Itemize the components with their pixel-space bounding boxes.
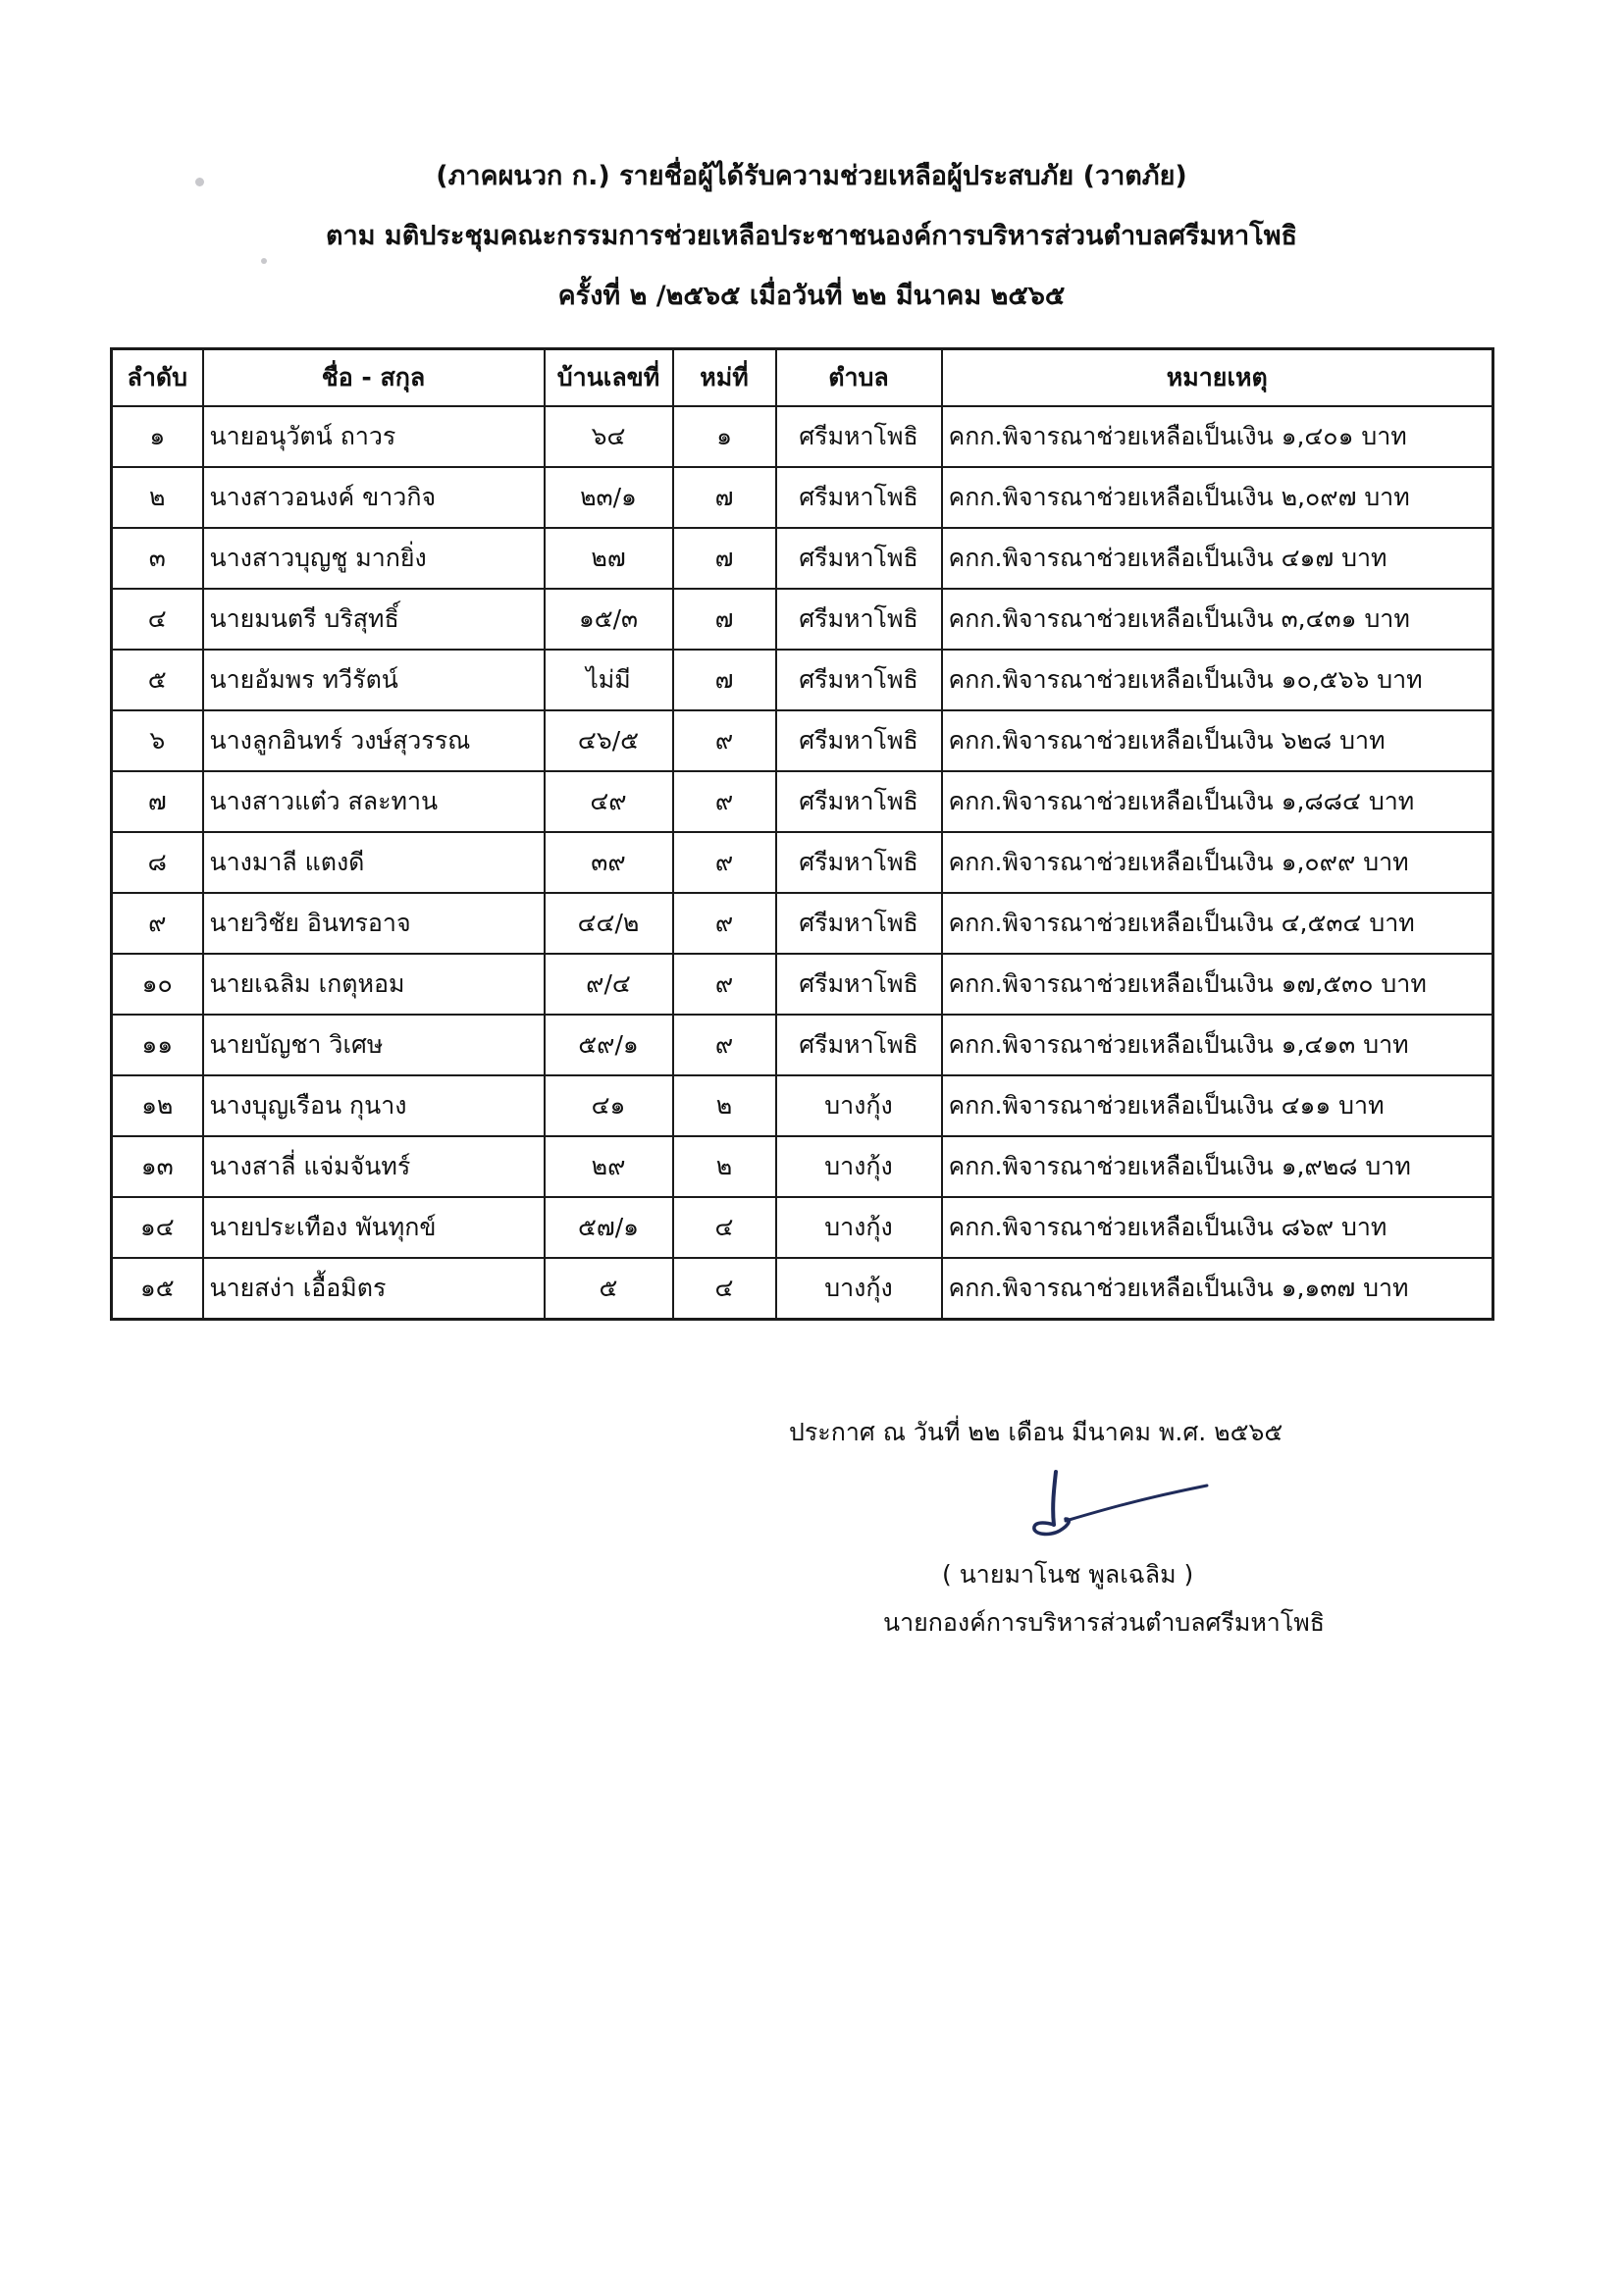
cell-name: นางลูกอินทร์ วงษ์สุวรรณ: [203, 710, 545, 771]
cell-remark: คกก.พิจารณาช่วยเหลือเป็นเงิน ๑,๔๐๑ บาท: [942, 406, 1493, 467]
table-row: [112, 1136, 1493, 1197]
cell-name: นายบัญชา วิเศษ: [203, 1015, 545, 1075]
cell-seq: ๓: [112, 528, 203, 589]
cell-seq: ๑๕: [112, 1258, 203, 1320]
cell-seq: ๙: [112, 893, 203, 954]
cell-house-number: ๔๑: [545, 1075, 673, 1136]
header-name: ชื่อ - สกุล: [203, 349, 545, 407]
cell-tambon: ศรีมหาโพธิ: [776, 589, 942, 650]
cell-remark: คกก.พิจารณาช่วยเหลือเป็นเงิน ๒,๐๙๗ บาท: [942, 467, 1493, 528]
cell-moo: ๒: [673, 1075, 776, 1136]
cell-remark: คกก.พิจารณาช่วยเหลือเป็นเงิน ๔๑๑ บาท: [942, 1075, 1493, 1136]
announcement-date: ประกาศ ณ วันที่ ๒๒ เดือน มีนาคม พ.ศ. ๒๕๖๕: [789, 1418, 1283, 1446]
cell-seq: ๑: [112, 406, 203, 467]
cell-tambon: ศรีมหาโพธิ: [776, 650, 942, 710]
signer-name: ( นายมาโนช พูลเฉลิม ): [942, 1560, 1194, 1589]
table-row: [112, 1075, 1493, 1136]
cell-house-number: ๕: [545, 1258, 673, 1320]
cell-remark: คกก.พิจารณาช่วยเหลือเป็นเงิน ๘๖๙ บาท: [942, 1197, 1493, 1258]
cell-remark: คกก.พิจารณาช่วยเหลือเป็นเงิน ๑๗,๕๓๐ บาท: [942, 954, 1493, 1015]
document-title: [0, 159, 1623, 339]
title-line-1: (ภาคผนวก ก.) รายชื่อผู้ได้รับความช่วยเหลือผู้ประสบภัย (วาตภัย): [436, 161, 1187, 191]
table-row: [112, 1197, 1493, 1258]
header-seq: ลำดับ: [112, 349, 203, 407]
cell-house-number: ๔๙: [545, 771, 673, 832]
cell-moo: ๒: [673, 1136, 776, 1197]
header-tambon: ตำบล: [776, 349, 942, 407]
cell-remark: คกก.พิจารณาช่วยเหลือเป็นเงิน ๑,๘๘๔ บาท: [942, 771, 1493, 832]
cell-moo: ๙: [673, 1015, 776, 1075]
cell-moo: ๑: [673, 406, 776, 467]
cell-tambon: บางกุ้ง: [776, 1258, 942, 1320]
header-house-number: บ้านเลขที่: [545, 349, 673, 407]
cell-moo: ๙: [673, 954, 776, 1015]
table-row: [112, 771, 1493, 832]
cell-house-number: ๙/๔: [545, 954, 673, 1015]
cell-tambon: ศรีมหาโพธิ: [776, 893, 942, 954]
cell-seq: ๗: [112, 771, 203, 832]
table-body: [112, 406, 1493, 1320]
cell-moo: ๙: [673, 832, 776, 893]
header-moo: หม่ที่: [673, 349, 776, 407]
cell-house-number: ไม่มี: [545, 650, 673, 710]
cell-tambon: บางกุ้ง: [776, 1075, 942, 1136]
cell-moo: ๙: [673, 893, 776, 954]
cell-tambon: ศรีมหาโพธิ: [776, 1015, 942, 1075]
cell-name: นางสาลี่ แจ่มจันทร์: [203, 1136, 545, 1197]
cell-seq: ๒: [112, 467, 203, 528]
cell-house-number: ๒๙: [545, 1136, 673, 1197]
table-row: [112, 589, 1493, 650]
cell-name: นายประเทือง พันทุกข์: [203, 1197, 545, 1258]
cell-remark: คกก.พิจารณาช่วยเหลือเป็นเงิน ๑,๑๓๗ บาท: [942, 1258, 1493, 1320]
cell-seq: ๕: [112, 650, 203, 710]
recipients-table: [110, 347, 1494, 1321]
table-row: [112, 528, 1493, 589]
cell-seq: ๔: [112, 589, 203, 650]
title-line-2: ตาม มติประชุมคณะกรรมการช่วยเหลือประชาชนองค์การบริหารส่วนตำบลศรีมหาโพธิ: [326, 221, 1297, 251]
cell-seq: ๑๔: [112, 1197, 203, 1258]
cell-house-number: ๒๗: [545, 528, 673, 589]
cell-house-number: ๕๗/๑: [545, 1197, 673, 1258]
cell-name: นางสาวอนงค์ ขาวกิจ: [203, 467, 545, 528]
signature-mark: [1021, 1462, 1217, 1540]
cell-tambon: ศรีมหาโพธิ: [776, 710, 942, 771]
cell-name: นางมาลี แตงดี: [203, 832, 545, 893]
table-row: [112, 893, 1493, 954]
cell-moo: ๗: [673, 528, 776, 589]
cell-seq: ๑๐: [112, 954, 203, 1015]
cell-remark: คกก.พิจารณาช่วยเหลือเป็นเงิน ๑,๐๙๙ บาท: [942, 832, 1493, 893]
table-row: [112, 832, 1493, 893]
cell-moo: ๗: [673, 467, 776, 528]
signer-position: นายกองค์การบริหารส่วนตำบลศรีมหาโพธิ: [883, 1608, 1326, 1637]
cell-tambon: ศรีมหาโพธิ: [776, 771, 942, 832]
cell-house-number: ๔๔/๒: [545, 893, 673, 954]
table-row: [112, 710, 1493, 771]
cell-remark: คกก.พิจารณาช่วยเหลือเป็นเงิน ๔๑๗ บาท: [942, 528, 1493, 589]
cell-seq: ๑๓: [112, 1136, 203, 1197]
table-row: [112, 1015, 1493, 1075]
cell-moo: ๔: [673, 1258, 776, 1320]
table-row: [112, 954, 1493, 1015]
cell-house-number: ๕๙/๑: [545, 1015, 673, 1075]
cell-tambon: ศรีมหาโพธิ: [776, 954, 942, 1015]
cell-name: นางบุญเรือน กุนาง: [203, 1075, 545, 1136]
cell-name: นายวิชัย อินทรอาจ: [203, 893, 545, 954]
cell-house-number: ๔๖/๕: [545, 710, 673, 771]
cell-moo: ๔: [673, 1197, 776, 1258]
cell-moo: ๙: [673, 771, 776, 832]
cell-name: นางสาวแต๋ว สละทาน: [203, 771, 545, 832]
cell-tambon: ศรีมหาโพธิ: [776, 467, 942, 528]
cell-remark: คกก.พิจารณาช่วยเหลือเป็นเงิน ๓,๔๓๑ บาท: [942, 589, 1493, 650]
cell-seq: ๘: [112, 832, 203, 893]
cell-tambon: ศรีมหาโพธิ: [776, 528, 942, 589]
table-row: [112, 650, 1493, 710]
cell-seq: ๑๒: [112, 1075, 203, 1136]
table-row: [112, 467, 1493, 528]
cell-name: นายอนุวัตน์ ถาวร: [203, 406, 545, 467]
cell-tambon: ศรีมหาโพธิ: [776, 832, 942, 893]
cell-remark: คกก.พิจารณาช่วยเหลือเป็นเงิน ๔,๕๓๔ บาท: [942, 893, 1493, 954]
table-header-row: [112, 349, 1493, 407]
table-row: [112, 1258, 1493, 1320]
cell-seq: ๖: [112, 710, 203, 771]
cell-house-number: ๒๓/๑: [545, 467, 673, 528]
cell-moo: ๙: [673, 710, 776, 771]
cell-remark: คกก.พิจารณาช่วยเหลือเป็นเงิน ๑๐,๕๖๖ บาท: [942, 650, 1493, 710]
cell-tambon: บางกุ้ง: [776, 1136, 942, 1197]
cell-remark: คกก.พิจารณาช่วยเหลือเป็นเงิน ๑,๙๒๘ บาท: [942, 1136, 1493, 1197]
cell-seq: ๑๑: [112, 1015, 203, 1075]
cell-tambon: ศรีมหาโพธิ: [776, 406, 942, 467]
cell-name: นายสง่า เอื้อมิตร: [203, 1258, 545, 1320]
title-line-3: ครั้งที่ ๒ /๒๕๖๕ เมื่อวันที่ ๒๒ มีนาคม ๒๕๖๕: [557, 281, 1066, 311]
cell-name: นายมนตรี บริสุทธิ์: [203, 589, 545, 650]
cell-name: นางสาวบุญชู มากยิ่ง: [203, 528, 545, 589]
header-remark: หมายเหตุ: [942, 349, 1493, 407]
table-row: [112, 406, 1493, 467]
cell-moo: ๗: [673, 589, 776, 650]
cell-name: นายเฉลิม เกตุหอม: [203, 954, 545, 1015]
cell-moo: ๗: [673, 650, 776, 710]
cell-remark: คกก.พิจารณาช่วยเหลือเป็นเงิน ๖๒๘ บาท: [942, 710, 1493, 771]
cell-house-number: ๖๔: [545, 406, 673, 467]
cell-house-number: ๑๕/๓: [545, 589, 673, 650]
cell-name: นายอัมพร ทวีรัตน์: [203, 650, 545, 710]
cell-tambon: บางกุ้ง: [776, 1197, 942, 1258]
cell-remark: คกก.พิจารณาช่วยเหลือเป็นเงิน ๑,๔๑๓ บาท: [942, 1015, 1493, 1075]
cell-house-number: ๓๙: [545, 832, 673, 893]
